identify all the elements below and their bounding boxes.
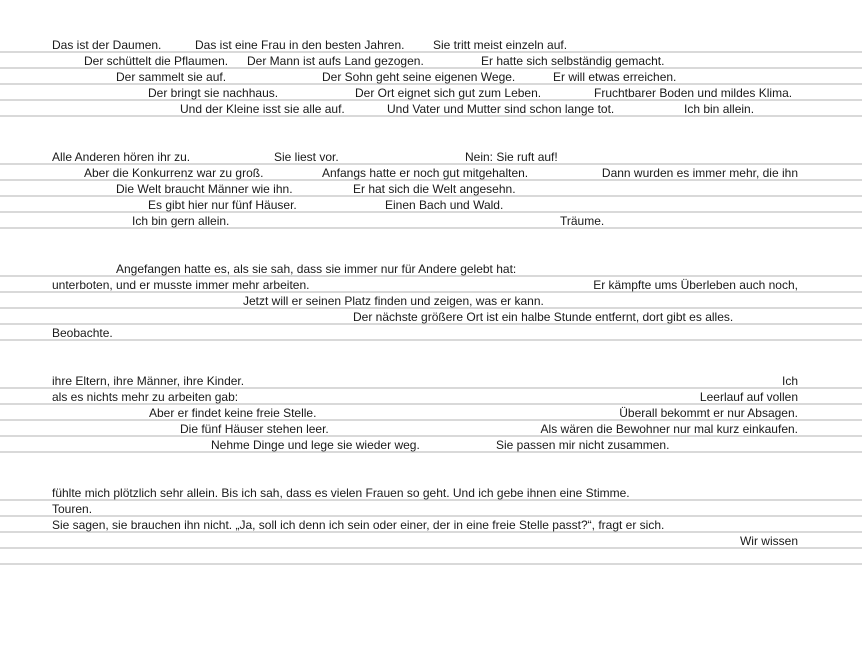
text-fragment: Er kämpfte ums Überleben auch noch, xyxy=(593,278,798,292)
text-fragment: Der sammelt sie auf. xyxy=(116,70,227,84)
text-fragment: Touren. xyxy=(52,502,93,516)
text-fragment: Er hatte sich selbständig gemacht. xyxy=(481,54,665,68)
text-fragment: Der Sohn geht seine eigenen Wege. xyxy=(322,70,516,84)
text-fragment: Einen Bach und Wald. xyxy=(385,198,504,212)
text-fragment: Nehme Dinge und lege sie wieder weg. xyxy=(211,438,420,452)
text-fragment: Aber die Konkurrenz war zu groß. xyxy=(84,166,264,180)
rule-line xyxy=(0,451,862,453)
rule-line xyxy=(0,563,862,565)
text-fragment: Und der Kleine isst sie alle auf. xyxy=(180,102,345,116)
text-fragment: Er hat sich die Welt angesehn. xyxy=(353,182,516,196)
text-fragment: Beobachte. xyxy=(52,326,113,340)
text-fragment: Anfangs hatte er noch gut mitgehalten. xyxy=(322,166,529,180)
text-fragment: Und Vater und Mutter sind schon lange tot. xyxy=(387,102,615,116)
text-fragment: Nein: Sie ruft auf! xyxy=(465,150,558,164)
text-fragment: Angefangen hatte es, als sie sah, dass sie immer nur für Andere gelebt hat: xyxy=(116,262,517,276)
text-fragment: ihre Eltern, ihre Männer, ihre Kinder. xyxy=(52,374,245,388)
text-fragment: Sie tritt meist einzeln auf. xyxy=(433,38,568,52)
rule-line xyxy=(0,515,862,517)
text-fragment: Sie liest vor. xyxy=(274,150,339,164)
rule-line xyxy=(0,227,862,229)
text-fragment: Das ist eine Frau in den besten Jahren. xyxy=(195,38,405,52)
text-fragment: Ich bin gern allein. xyxy=(132,214,230,228)
text-fragment: Die fünf Häuser stehen leer. xyxy=(180,422,329,436)
text-fragment: Ich xyxy=(781,374,798,388)
text-fragment: Sie sagen, sie brauchen ihn nicht. „Ja, soll ich denn ich sein oder einer, der in eine freie Stelle passt?“, fragt er sich. xyxy=(52,518,665,532)
text-fragment: Der bringt sie nachhaus. xyxy=(148,86,279,100)
text-fragment: Aber er findet keine freie Stelle. xyxy=(149,406,317,420)
text-fragment: Es gibt hier nur fünf Häuser. xyxy=(148,198,297,212)
text-fragment: Dann wurden es immer mehr, die ihn xyxy=(601,166,798,180)
text-fragment: Träume. xyxy=(560,214,605,228)
text-fragment: Jetzt will er seinen Platz finden und zeigen, was er kann. xyxy=(243,294,544,308)
text-fragment: Er will etwas erreichen. xyxy=(553,70,677,84)
text-fragment: Als wären die Bewohner nur mal kurz einkaufen. xyxy=(540,422,798,436)
text-fragment: Der Ort eignet sich gut zum Leben. xyxy=(355,86,542,100)
text-fragment: Das ist der Daumen. xyxy=(52,38,162,52)
text-fragment: Der Mann ist aufs Land gezogen. xyxy=(247,54,424,68)
text-fragment: Sie passen mir nicht zusammen. xyxy=(496,438,670,452)
text-fragment: als es nichts mehr zu arbeiten gab: xyxy=(52,390,239,404)
text-fragment: Der nächste größere Ort ist ein halbe Stunde entfernt, dort gibt es alles. xyxy=(353,310,734,324)
text-fragment: Ich bin allein. xyxy=(684,102,755,116)
text-fragment: Überall bekommt er nur Absagen. xyxy=(619,406,798,420)
text-fragment: unterboten, und er musste immer mehr arbeiten. xyxy=(52,278,310,292)
text-fragment: fühlte mich plötzlich sehr allein. Bis ich sah, dass es vielen Frauen so geht. Und ich gebe ihnen eine Stimme. xyxy=(52,486,630,500)
text-fragment: Der schüttelt die Pflaumen. xyxy=(84,54,229,68)
text-fragment: Leerlauf auf vollen xyxy=(699,390,798,404)
text-fragment: Fruchtbarer Boden und mildes Klima. xyxy=(594,86,793,100)
rule-line xyxy=(0,339,862,341)
text-fragment: Alle Anderen hören ihr zu. xyxy=(52,150,191,164)
text-fragment: Die Welt braucht Männer wie ihn. xyxy=(116,182,293,196)
text-fragment: Wir wissen xyxy=(739,534,798,548)
